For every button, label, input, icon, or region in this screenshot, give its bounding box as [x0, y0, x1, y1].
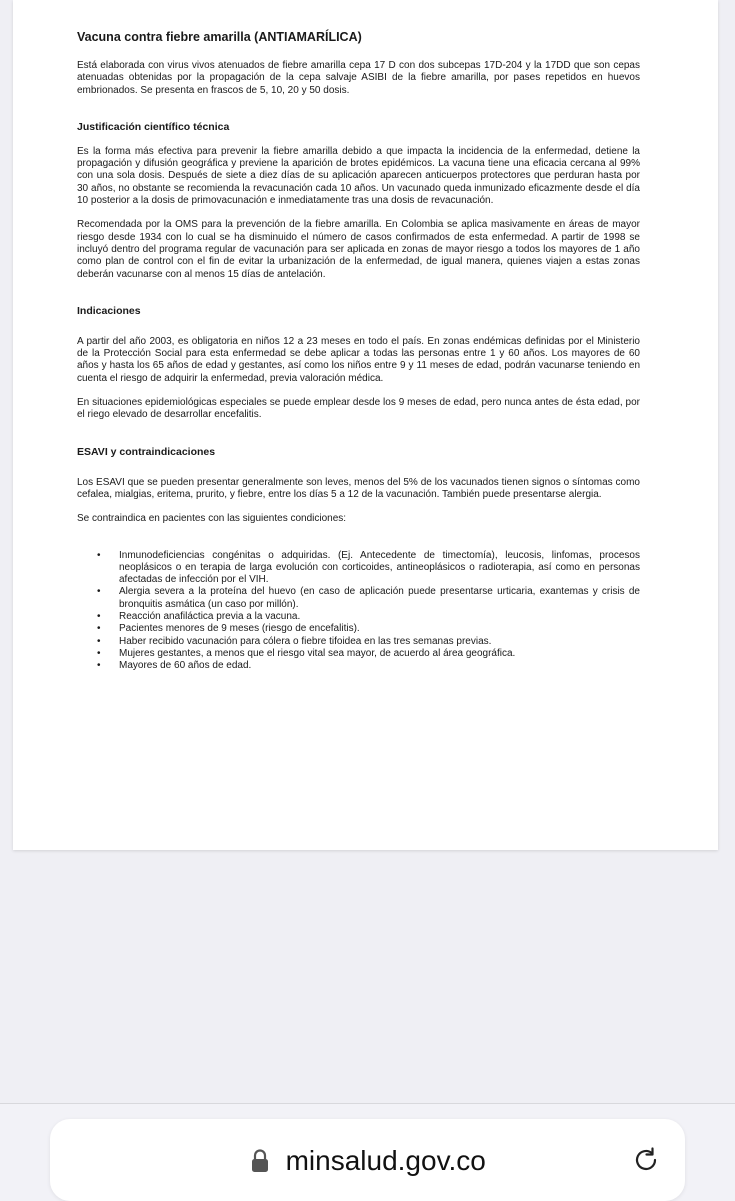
document-content: [77, 30, 640, 673]
list-item: • Mujeres gestantes, a menos que el riesgo vital sea mayor, de acuerdo al área geográfica.: [77, 648, 640, 660]
contraindications-intro: Se contraindica en pacientes con las siguientes condiciones:: [77, 513, 347, 525]
intro-paragraph: Está elaborada con virus vivos atenuados de fiebre amarilla cepa 17 D con dos subcepas 17D-204 y la 17DD que son cepas atenuadas obtenidas por la propagación de la cepa salvaje ASIBI de la fiebre amarilla, por pases repetidos en huevos embrionados. Se presenta en frascos de 5, 10, 20 y 50 dosis.: [77, 60, 640, 96]
indicaciones-heading: Indicaciones: [77, 304, 141, 317]
indicaciones-paragraph-2: En situaciones epidemiológicas especiales se puede emplear desde los 9 meses de edad, pero nunca antes de ésta edad, por el riego elevado de desarrollar encefalitis.: [77, 397, 640, 421]
list-item: • Alergia severa a la proteína del huevo (en caso de aplicación puede presentarse urticaria, exantemas y crisis de bronquitis asmática (un caso por millón).: [77, 586, 640, 611]
list-item: • Inmunodeficiencias congénitas o adquiridas. (Ej. Antecedente de timectomía), leucosis, linfomas, procesos neoplásicos o en terapia de larga evolución con corticoides, antineoplásicos o radioterapia, así como en personas afectadas de infección por el VIH.: [77, 550, 640, 587]
lock-icon: [249, 1148, 271, 1174]
address-bar-center: [50, 1144, 685, 1178]
indicaciones-paragraph-1: A partir del año 2003, es obligatoria en niños 12 a 23 meses en todo el país. En zonas endémicas definidas por el Ministerio de la Protección Social para esta enfermedad se debe aplicar a todas las personas entre 1 y 60 años. Los mayores de 60 años y hasta los 65 años de edad y gestantes, así como los niños entre 9 y 11 meses de edad, podrán vacunarse teniendo en cuenta el riesgo de adquirir la enfermedad, previa valoración médica.: [77, 335, 640, 384]
list-item: • Mayores de 60 años de edad.: [77, 660, 640, 672]
browser-bottom-bar: [0, 1103, 735, 1201]
justificacion-heading: Justificación científico técnica: [77, 120, 230, 133]
address-bar[interactable]: [50, 1119, 685, 1201]
esavi-heading: ESAVI y contraindicaciones: [77, 445, 216, 458]
url-text[interactable]: minsalud.gov.co: [285, 1145, 486, 1176]
list-item: • Reacción anafiláctica previa a la vacuna.: [77, 611, 640, 623]
esavi-paragraph-1: Los ESAVI que se pueden presentar generalmente son leves, menos del 5% de los vacunados tienen signos o síntomas como cefalea, mialgias, eritema, prurito, y fiebre, entre los días 5 a 12 de la vacunación. También puede presentarse alergia.: [77, 476, 640, 500]
list-item: • Haber recibido vacunación para cólera o fiebre tifoidea en las tres semanas previas.: [77, 636, 640, 648]
document-page[interactable]: [13, 0, 718, 850]
list-item: • Pacientes menores de 9 meses (riesgo de encefalitis).: [77, 623, 640, 635]
contraindications-list: [77, 550, 640, 673]
justificacion-paragraph-2: Recomendada por la OMS para la prevención de la fiebre amarilla. En Colombia se aplica masivamente en áreas de mayor riesgo desde 1934 con lo cual se ha disminuido el número de casos confirmados de esta enfermedad. A partir de 1998 se incluyó dentro del programa regular de vacunación para ser aplicada en zonas de mayor riesgo a todos los mayores de 1 año como plan de control con el fin de evitar la urbanización de la enfermedad, de igual manera, quienes viajen a estas zonas deberán vacunarse con al menos 15 días de antelación.: [77, 219, 640, 280]
justificacion-paragraph-1: Es la forma más efectiva para prevenir la fiebre amarilla debido a que impacta la incidencia de la enfermedad, detiene la propagación y difusión geográfica y previene la aparición de brotes epidémicos. La vacuna tiene una eficacia cercana al 99% con una sola dosis. Después de siete a diez días de su aplicación aparecen anticuerpos protectores que perduran hasta por 30 años, no obstante se recomienda la revacunación cada 10 años. Un vacunado queda inmunizado eficazmente desde el día 10 posterior a la dosis de primovacunación e inmediatamente tras una dosis de revacunación.: [77, 145, 640, 207]
reload-icon[interactable]: [631, 1145, 661, 1175]
document-title: Vacuna contra fiebre amarilla (ANTIAMARÍLICA): [77, 30, 362, 44]
